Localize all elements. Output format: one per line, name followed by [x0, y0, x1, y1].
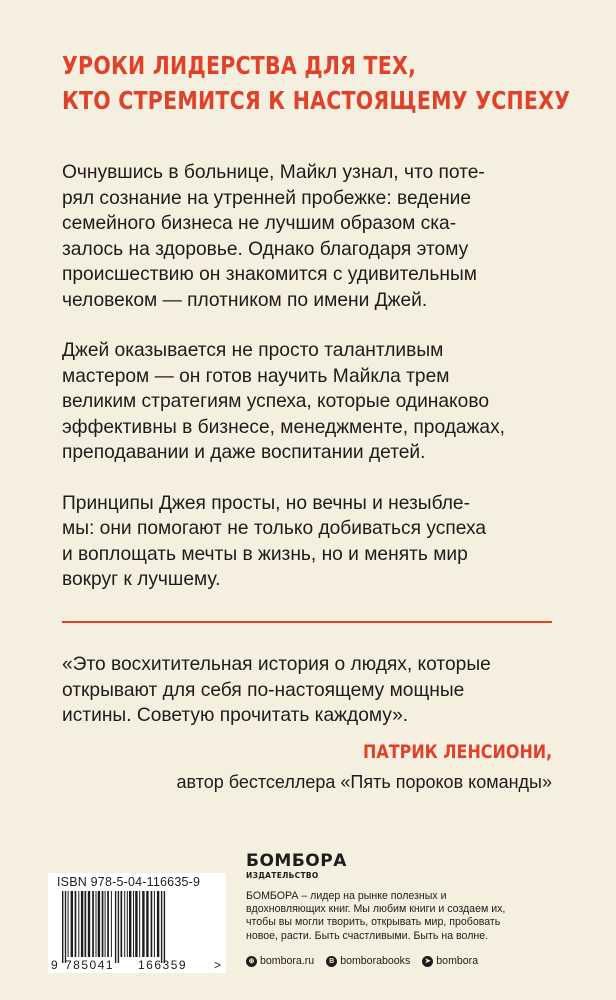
social-label: bombora.ru	[260, 955, 315, 967]
barcode-digits-left: 785041	[65, 958, 115, 972]
barcode-bar	[121, 891, 123, 957]
barcode-bar	[164, 891, 165, 963]
publisher-block	[246, 852, 546, 943]
barcode-bar	[85, 891, 87, 957]
quote-author-description: автор бестселлера «Пять пороков команды»	[176, 772, 552, 792]
social-link-telegram[interactable]	[422, 955, 478, 967]
barcode	[48, 873, 226, 973]
barcode-bar	[157, 891, 159, 957]
barcode-digit-end: >	[214, 958, 222, 972]
blurb-paragraph-2	[62, 338, 562, 466]
barcode-bar	[124, 891, 125, 957]
barcode-bar	[154, 891, 155, 957]
blurb-line: эффективны в бизнесе, менеджменте, продажах,	[62, 416, 505, 438]
social-label: bomborabooks	[340, 955, 411, 967]
quote-author: ПАТРИК ЛЕНСИОНИ,	[362, 741, 552, 763]
barcode-bar	[127, 891, 128, 957]
barcode-bar	[146, 891, 148, 957]
barcode-bar	[118, 891, 119, 963]
publisher-logo: БОМБОРА	[246, 851, 347, 871]
blurb-line: Джей оказывается не просто талантливым	[62, 340, 444, 361]
blurb-line: рял сознание на утренней пробежке: ведение	[62, 187, 472, 209]
barcode-bar	[65, 891, 66, 963]
barcode-bar	[139, 891, 140, 957]
barcode-bar	[62, 891, 63, 963]
barcode-bar	[115, 891, 116, 963]
blurb	[62, 160, 562, 618]
headline-line-2: КТО СТРЕМИТСЯ К НАСТОЯЩЕМУ УСПЕХУ	[62, 86, 571, 115]
headline-line-1: УРОКИ ЛИДЕРСТВА ДЛЯ ТЕХ,	[62, 51, 417, 80]
blurb-line: мы: они помогают не только добиваться успеха	[62, 518, 487, 539]
barcode-bar	[92, 891, 94, 957]
barcode-bar	[105, 891, 106, 957]
publisher-subtitle: ИЗДАТЕЛЬСТВО	[246, 871, 319, 880]
telegram-icon: ➤	[422, 956, 433, 967]
headline	[62, 48, 571, 118]
barcode-bar	[142, 891, 144, 957]
barcode-bar	[107, 891, 109, 957]
barcode-bar	[88, 891, 90, 957]
divider	[62, 621, 552, 623]
barcode-bar	[98, 891, 100, 957]
blurb-line: мастером — он готов научить Майкла трем	[62, 365, 450, 387]
barcode-bar	[78, 891, 79, 957]
blurb-line: Очнувшись в больнице, Майкл узнал, что поте-	[62, 162, 485, 183]
quote-line: истины. Советую прочитать каждому».	[62, 705, 409, 726]
barcode-bar	[129, 891, 131, 957]
blurb-paragraph-3	[62, 491, 562, 593]
barcode-bar	[96, 891, 97, 957]
barcode-bar	[151, 891, 153, 957]
barcode-bar	[111, 891, 112, 957]
blurb-line: и воплощать мечты в жизнь, но и менять мир	[62, 543, 468, 565]
social-links	[246, 955, 490, 967]
quote-line: «Это восхитительная история о людях, которые	[62, 654, 491, 675]
barcode-bar	[161, 891, 162, 963]
barcode-digits-right: 166359	[138, 958, 188, 972]
barcode-digit-first: 9	[51, 958, 58, 972]
social-label: bombora	[436, 955, 479, 967]
publisher-description: БОМБОРА – лидер на рынке полезных и вдохновляющих книг. Мы любим книги и создаем их, чтобы вы могли творить, открывать мир, пробовать новое, расти. Быть счастливыми. Быть на волне.	[246, 890, 506, 942]
barcode-bar	[102, 891, 104, 957]
globe-icon: ⊕	[246, 956, 257, 967]
blurb-line: великим стратегиям успеха, которые одинаково	[62, 391, 489, 412]
blurb-line: преподавании и даже воспитании детей.	[62, 442, 426, 463]
blurb-line: человеком — плотником по имени Джей.	[62, 289, 428, 311]
blurb-line: залось на здоровье. Однако благодаря этому	[62, 238, 469, 260]
barcode-bar	[135, 891, 137, 957]
barcode-bar	[68, 891, 69, 957]
blurb-line: Принципы Джея просты, но вечны и незыбле-	[62, 492, 470, 514]
barcode-bar	[81, 891, 83, 957]
barcode-bar	[71, 891, 73, 957]
social-link-vk[interactable]	[326, 955, 410, 967]
blurb-line: происшествию он знакомится с удивительным	[62, 264, 477, 285]
social-link-site[interactable]	[246, 955, 314, 967]
blurb-line: вокруг к лучшему.	[62, 569, 221, 590]
review-quote	[62, 652, 562, 729]
barcode-bars	[48, 873, 226, 973]
blurb-paragraph-1	[62, 160, 562, 313]
vk-icon: В	[326, 956, 337, 967]
quote-line: открывают для себя по-настоящему мощные	[62, 679, 465, 701]
blurb-line: семейного бизнеса не лучшим образом ска-	[62, 213, 457, 234]
isbn: ISBN 978-5-04-116635-9	[57, 875, 201, 889]
barcode-bar	[133, 891, 134, 957]
barcode-bar	[75, 891, 77, 957]
